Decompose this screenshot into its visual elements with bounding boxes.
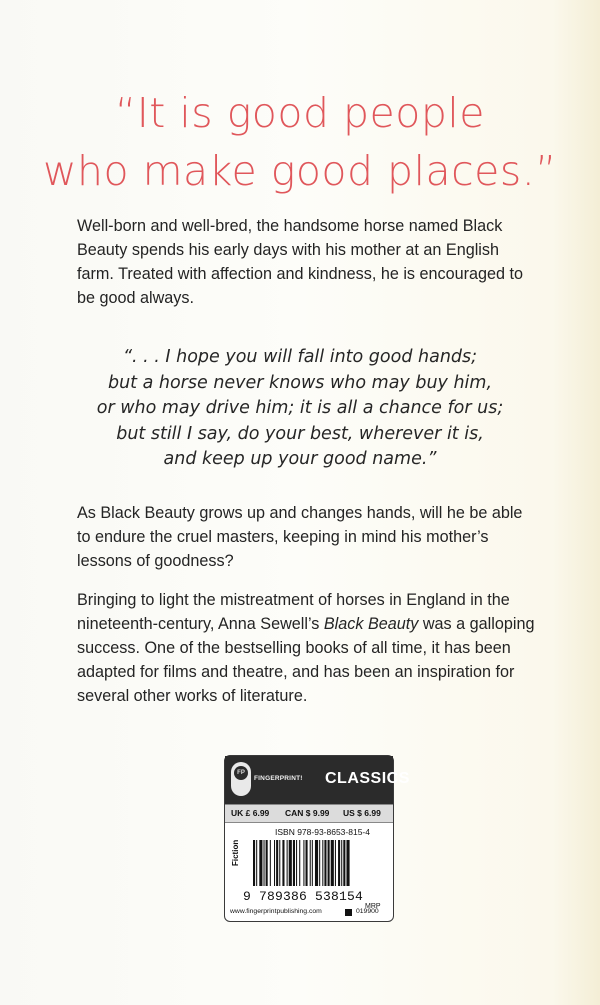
barcode-bar (264, 840, 265, 886)
barcode-bar (259, 840, 262, 886)
brand-fingerprint: FINGERPRINT! (254, 775, 303, 782)
barcode-bar (306, 840, 308, 886)
barcode-bar (293, 840, 295, 886)
isbn-text: ISBN 978-93-8653-815-4 (275, 827, 370, 837)
barcode-bar (331, 840, 334, 886)
barcode-digits: 9 789386 538154 (243, 889, 364, 904)
quote-line: but a horse never knows who may buy him, (107, 372, 493, 393)
barcode-bar (274, 840, 275, 886)
genre-label: Fiction (231, 839, 240, 866)
barcode-bar (322, 840, 323, 886)
barcode-bar (346, 840, 349, 886)
excerpt-quote (60, 345, 540, 473)
barcode-bar (256, 840, 257, 886)
blurb-intro: Well-born and well-bred, the handsome horse named Black Beauty spends his early days with his mother at an English farm. Treated with affection and kindness, he is encouraged to be good always. (77, 217, 524, 307)
price-uk: UK £ 6.99 (231, 808, 270, 818)
barcode-bar (282, 840, 284, 886)
price-us: US $ 6.99 (343, 808, 381, 818)
barcode-bar (266, 840, 268, 886)
book-title: Black Beauty (323, 615, 419, 633)
price-code: 019900 (356, 908, 379, 915)
quote-line: and keep up your good name.” (163, 449, 437, 469)
quote-line: “. . . I hope you will fall into good hands; (122, 347, 478, 367)
tagline-line: “It is good people (114, 89, 486, 137)
logo-text: FP (234, 766, 248, 780)
barcode-bar (328, 840, 330, 886)
barcode-bar (319, 840, 320, 886)
mrp-label: MRP (365, 903, 381, 910)
barcode-bar (324, 840, 326, 886)
barcode-bar (310, 840, 311, 886)
square-icon (345, 909, 352, 916)
fingerprint-logo-icon (231, 762, 251, 796)
barcode-bar (315, 840, 318, 886)
barcode-bar (335, 840, 336, 886)
barcode-bar (338, 840, 340, 886)
brand-classics: CLASSICS (325, 770, 410, 787)
price-can: CAN $ 9.99 (285, 808, 330, 818)
barcode-bar (287, 840, 288, 886)
quote-line: but still I say, do your best, wherever it is, (116, 423, 484, 444)
barcode-bar (343, 840, 345, 886)
publisher-banner (225, 756, 410, 804)
barcode-bar (276, 840, 278, 886)
tagline-line: who make good places.” (42, 147, 557, 195)
barcode-bar (279, 840, 280, 886)
blurb-closing-after: was a galloping success. One of the bestselling books of all time, it has been adapted for films and theatre, and has been an inspiration for several other works of literature. (77, 615, 535, 705)
barcode-label (224, 755, 410, 922)
barcode-bar (270, 840, 271, 886)
barcode-bar (296, 840, 297, 886)
blurb-closing (77, 588, 537, 708)
barcode-bar (312, 840, 313, 886)
blurb-question: As Black Beauty grows up and changes hands, will he be able to endure the cruel masters, keeping in mind his mother’s lessons of goodness? (77, 504, 523, 570)
barcode-bar (289, 840, 292, 886)
barcode-bar (299, 840, 300, 886)
quote-line: or who may drive him; it is all a chance for us; (96, 398, 504, 418)
publisher-website: www.fingerprintpublishing.com (230, 908, 322, 915)
barcode-bar (303, 840, 304, 886)
price-strip (225, 804, 393, 823)
barcode-bar (341, 840, 342, 886)
tagline-quote (0, 84, 600, 200)
barcode-bar (253, 840, 255, 886)
barcode-icon (251, 840, 373, 888)
blurb-closing-before: Bringing to light the mistreatment of horses in England in the nineteenth-century, Anna Sewell’s (77, 591, 510, 633)
